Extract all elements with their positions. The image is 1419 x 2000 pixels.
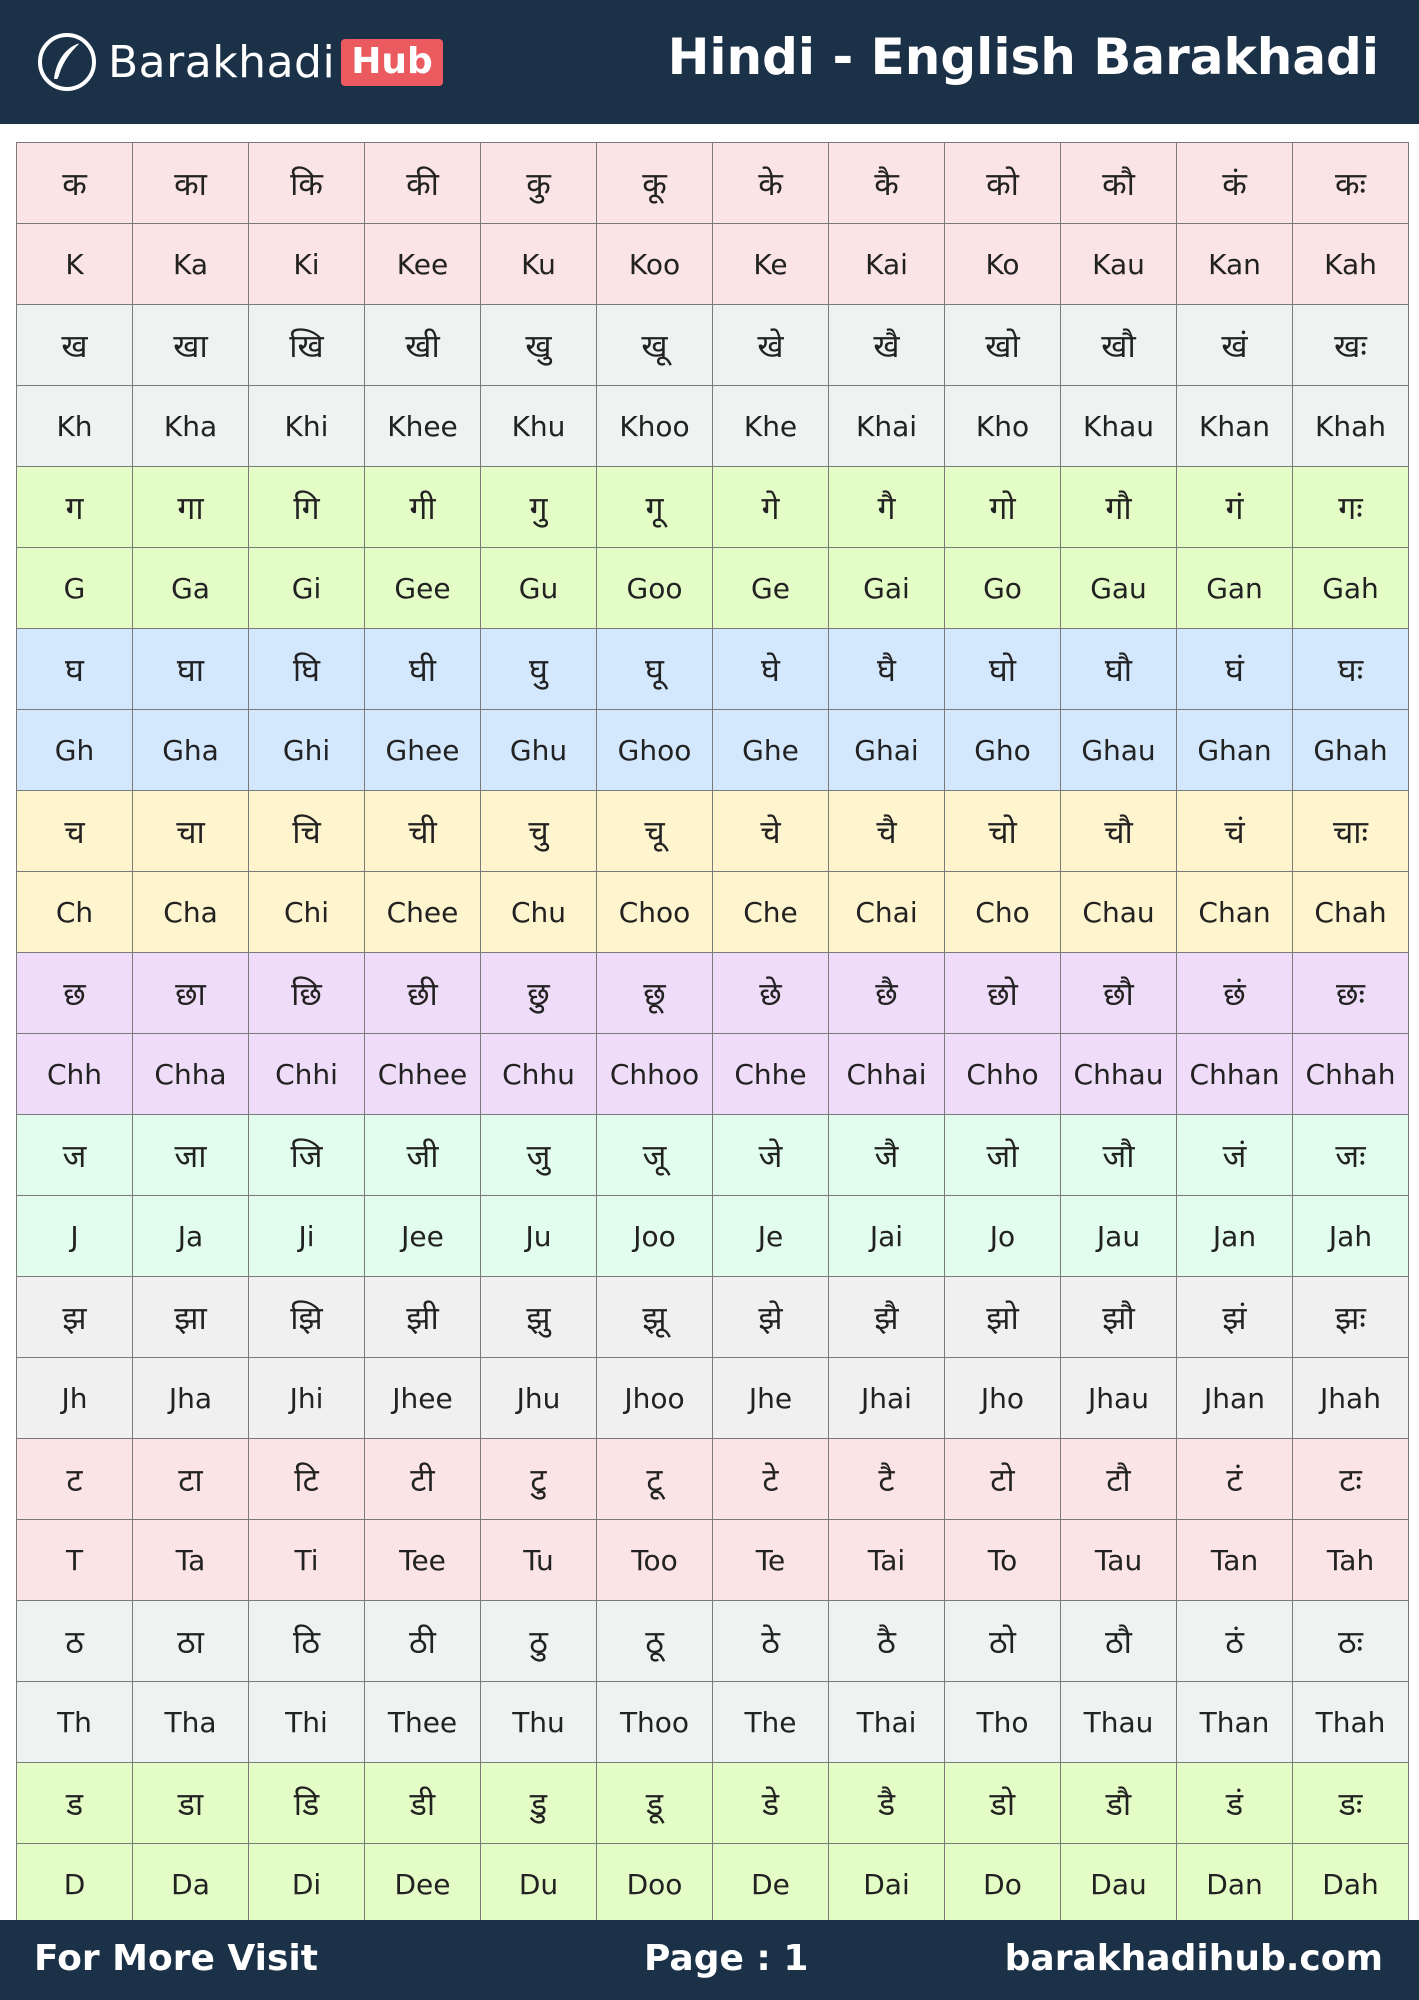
english-syllable-cell: Ki (249, 224, 365, 305)
english-syllable-cell: Da (133, 1844, 249, 1925)
english-syllable-cell: To (945, 1520, 1061, 1601)
hindi-syllable-cell: झौ (1061, 1277, 1177, 1358)
english-syllable-cell: Jhan (1177, 1358, 1293, 1439)
english-syllable-cell: Gai (829, 548, 945, 629)
english-row (17, 710, 1409, 791)
english-row (17, 548, 1409, 629)
hindi-syllable-cell: टी (365, 1439, 481, 1520)
hindi-syllable-cell: जः (1293, 1115, 1409, 1196)
english-syllable-cell: Tee (365, 1520, 481, 1601)
hindi-syllable-cell: घू (597, 629, 713, 710)
english-syllable-cell: Chhee (365, 1034, 481, 1115)
english-syllable-cell: Jhu (481, 1358, 597, 1439)
hindi-row (17, 1115, 1409, 1196)
hindi-syllable-cell: टू (597, 1439, 713, 1520)
english-syllable-cell: Chi (249, 872, 365, 953)
english-syllable-cell: Jhah (1293, 1358, 1409, 1439)
english-syllable-cell: Tai (829, 1520, 945, 1601)
english-syllable-cell: Cho (945, 872, 1061, 953)
hindi-syllable-cell: जू (597, 1115, 713, 1196)
english-syllable-cell: Go (945, 548, 1061, 629)
hindi-syllable-cell: डो (945, 1763, 1061, 1844)
english-syllable-cell: G (17, 548, 133, 629)
hindi-syllable-cell: कः (1293, 143, 1409, 224)
english-syllable-cell: Jo (945, 1196, 1061, 1277)
hindi-syllable-cell: झी (365, 1277, 481, 1358)
english-syllable-cell: Kh (17, 386, 133, 467)
hindi-syllable-cell: चो (945, 791, 1061, 872)
english-syllable-cell: Khau (1061, 386, 1177, 467)
hindi-syllable-cell: टा (133, 1439, 249, 1520)
english-syllable-cell: Ju (481, 1196, 597, 1277)
hindi-syllable-cell: घै (829, 629, 945, 710)
english-syllable-cell: Ku (481, 224, 597, 305)
hindi-syllable-cell: ठः (1293, 1601, 1409, 1682)
english-syllable-cell: Gah (1293, 548, 1409, 629)
hindi-syllable-cell: चाः (1293, 791, 1409, 872)
hindi-syllable-cell: डं (1177, 1763, 1293, 1844)
english-row (17, 1034, 1409, 1115)
hindi-syllable-cell: गी (365, 467, 481, 548)
english-syllable-cell: K (17, 224, 133, 305)
hindi-syllable-cell: छौ (1061, 953, 1177, 1034)
english-syllable-cell: Khah (1293, 386, 1409, 467)
hindi-syllable-cell: खू (597, 305, 713, 386)
english-syllable-cell: Thai (829, 1682, 945, 1763)
hindi-syllable-cell: घी (365, 629, 481, 710)
english-syllable-cell: Chhai (829, 1034, 945, 1115)
english-syllable-cell: Thau (1061, 1682, 1177, 1763)
hindi-syllable-cell: खं (1177, 305, 1293, 386)
english-syllable-cell: Kan (1177, 224, 1293, 305)
english-row (17, 1682, 1409, 1763)
hindi-syllable-cell: झे (713, 1277, 829, 1358)
hindi-syllable-cell: छो (945, 953, 1061, 1034)
english-syllable-cell: Tah (1293, 1520, 1409, 1601)
hindi-syllable-cell: कौ (1061, 143, 1177, 224)
english-syllable-cell: Gau (1061, 548, 1177, 629)
hindi-syllable-cell: झं (1177, 1277, 1293, 1358)
hindi-syllable-cell: डै (829, 1763, 945, 1844)
english-syllable-cell: Tan (1177, 1520, 1293, 1601)
english-syllable-cell: Ghan (1177, 710, 1293, 791)
hindi-syllable-cell: चि (249, 791, 365, 872)
hindi-syllable-cell: कु (481, 143, 597, 224)
hindi-syllable-cell: डी (365, 1763, 481, 1844)
hindi-syllable-cell: ठे (713, 1601, 829, 1682)
english-syllable-cell: Khai (829, 386, 945, 467)
hindi-syllable-cell: डौ (1061, 1763, 1177, 1844)
hindi-syllable-cell: झो (945, 1277, 1061, 1358)
hindi-syllable-cell: खा (133, 305, 249, 386)
feather-logo-icon (36, 31, 98, 93)
hindi-syllable-cell: चं (1177, 791, 1293, 872)
hindi-syllable-cell: ची (365, 791, 481, 872)
footer-website-link[interactable]: barakhadihub.com (1004, 1938, 1383, 1979)
hindi-syllable-cell: को (945, 143, 1061, 224)
hindi-syllable-cell: खी (365, 305, 481, 386)
english-syllable-cell: Chau (1061, 872, 1177, 953)
hindi-row (17, 629, 1409, 710)
hindi-syllable-cell: गै (829, 467, 945, 548)
english-syllable-cell: Chhah (1293, 1034, 1409, 1115)
english-syllable-cell: Ghee (365, 710, 481, 791)
logo-badge: Hub (341, 39, 443, 86)
english-syllable-cell: Ghu (481, 710, 597, 791)
hindi-syllable-cell: ठं (1177, 1601, 1293, 1682)
english-syllable-cell: Goo (597, 548, 713, 629)
hindi-syllable-cell: खि (249, 305, 365, 386)
hindi-syllable-cell: झै (829, 1277, 945, 1358)
english-syllable-cell: Ghai (829, 710, 945, 791)
hindi-syllable-cell: गा (133, 467, 249, 548)
english-syllable-cell: De (713, 1844, 829, 1925)
hindi-syllable-cell: ख (17, 305, 133, 386)
english-syllable-cell: Ti (249, 1520, 365, 1601)
english-syllable-cell: Gu (481, 548, 597, 629)
hindi-row (17, 1601, 1409, 1682)
hindi-syllable-cell: झु (481, 1277, 597, 1358)
english-syllable-cell: Dah (1293, 1844, 1409, 1925)
page-title: Hindi - English Barakhadi (667, 28, 1379, 86)
hindi-syllable-cell: जं (1177, 1115, 1293, 1196)
english-syllable-cell: Kau (1061, 224, 1177, 305)
hindi-syllable-cell: ठि (249, 1601, 365, 1682)
english-syllable-cell: Gan (1177, 548, 1293, 629)
barakhadi-table-body (17, 143, 1409, 1925)
english-row (17, 1196, 1409, 1277)
english-syllable-cell: Che (713, 872, 829, 953)
hindi-syllable-cell: घि (249, 629, 365, 710)
hindi-syllable-cell: कै (829, 143, 945, 224)
english-syllable-cell: Jau (1061, 1196, 1177, 1277)
english-syllable-cell: Gho (945, 710, 1061, 791)
hindi-syllable-cell: घा (133, 629, 249, 710)
english-syllable-cell: Gi (249, 548, 365, 629)
page-footer (0, 1920, 1419, 2000)
english-syllable-cell: Ge (713, 548, 829, 629)
english-syllable-cell: Jhee (365, 1358, 481, 1439)
hindi-syllable-cell: जि (249, 1115, 365, 1196)
logo-text: Barakhadi (108, 36, 336, 88)
english-syllable-cell: Jah (1293, 1196, 1409, 1277)
hindi-syllable-cell: घः (1293, 629, 1409, 710)
hindi-syllable-cell: छ (17, 953, 133, 1034)
page-header (0, 0, 1419, 124)
hindi-syllable-cell: झ (17, 1277, 133, 1358)
english-syllable-cell: Ji (249, 1196, 365, 1277)
english-syllable-cell: Chhan (1177, 1034, 1293, 1115)
english-syllable-cell: Gee (365, 548, 481, 629)
hindi-syllable-cell: छी (365, 953, 481, 1034)
hindi-row (17, 1277, 1409, 1358)
hindi-syllable-cell: छै (829, 953, 945, 1034)
hindi-syllable-cell: घे (713, 629, 829, 710)
english-syllable-cell: Dau (1061, 1844, 1177, 1925)
english-syllable-cell: Ghah (1293, 710, 1409, 791)
hindi-syllable-cell: घो (945, 629, 1061, 710)
english-syllable-cell: Too (597, 1520, 713, 1601)
hindi-row (17, 467, 1409, 548)
english-syllable-cell: Chhu (481, 1034, 597, 1115)
english-syllable-cell: Ka (133, 224, 249, 305)
english-syllable-cell: Doo (597, 1844, 713, 1925)
hindi-syllable-cell: टै (829, 1439, 945, 1520)
english-syllable-cell: Kee (365, 224, 481, 305)
hindi-syllable-cell: गः (1293, 467, 1409, 548)
english-syllable-cell: Te (713, 1520, 829, 1601)
english-syllable-cell: Do (945, 1844, 1061, 1925)
hindi-syllable-cell: घ (17, 629, 133, 710)
english-syllable-cell: Jhai (829, 1358, 945, 1439)
english-syllable-cell: Choo (597, 872, 713, 953)
hindi-syllable-cell: छु (481, 953, 597, 1034)
hindi-syllable-cell: टे (713, 1439, 829, 1520)
english-syllable-cell: Kai (829, 224, 945, 305)
english-syllable-cell: Ghi (249, 710, 365, 791)
english-syllable-cell: Ghoo (597, 710, 713, 791)
english-syllable-cell: Kah (1293, 224, 1409, 305)
english-syllable-cell: Khi (249, 386, 365, 467)
english-syllable-cell: Khe (713, 386, 829, 467)
english-syllable-cell: Kho (945, 386, 1061, 467)
english-syllable-cell: Jee (365, 1196, 481, 1277)
hindi-syllable-cell: गु (481, 467, 597, 548)
hindi-syllable-cell: डे (713, 1763, 829, 1844)
english-syllable-cell: Chh (17, 1034, 133, 1115)
english-syllable-cell: Jhau (1061, 1358, 1177, 1439)
hindi-syllable-cell: डः (1293, 1763, 1409, 1844)
english-syllable-cell: Chai (829, 872, 945, 953)
hindi-syllable-cell: छि (249, 953, 365, 1034)
hindi-syllable-cell: की (365, 143, 481, 224)
english-syllable-cell: Khee (365, 386, 481, 467)
english-syllable-cell: Chha (133, 1034, 249, 1115)
hindi-syllable-cell: गं (1177, 467, 1293, 548)
english-syllable-cell: Jhe (713, 1358, 829, 1439)
english-syllable-cell: Khoo (597, 386, 713, 467)
english-syllable-cell: Jhoo (597, 1358, 713, 1439)
english-syllable-cell: Ghau (1061, 710, 1177, 791)
hindi-syllable-cell: चू (597, 791, 713, 872)
english-syllable-cell: Chah (1293, 872, 1409, 953)
hindi-syllable-cell: गू (597, 467, 713, 548)
english-syllable-cell: Dan (1177, 1844, 1293, 1925)
hindi-syllable-cell: गो (945, 467, 1061, 548)
english-syllable-cell: Jho (945, 1358, 1061, 1439)
english-syllable-cell: Tu (481, 1520, 597, 1601)
hindi-syllable-cell: टौ (1061, 1439, 1177, 1520)
hindi-syllable-cell: टः (1293, 1439, 1409, 1520)
english-row (17, 1520, 1409, 1601)
hindi-syllable-cell: ग (17, 467, 133, 548)
english-syllable-cell: Chhoo (597, 1034, 713, 1115)
hindi-syllable-cell: चा (133, 791, 249, 872)
hindi-syllable-cell: ठौ (1061, 1601, 1177, 1682)
english-syllable-cell: Chhi (249, 1034, 365, 1115)
hindi-syllable-cell: चौ (1061, 791, 1177, 872)
english-syllable-cell: T (17, 1520, 133, 1601)
english-syllable-cell: Ke (713, 224, 829, 305)
hindi-syllable-cell: झू (597, 1277, 713, 1358)
english-syllable-cell: Ch (17, 872, 133, 953)
hindi-syllable-cell: कि (249, 143, 365, 224)
english-row (17, 386, 1409, 467)
hindi-syllable-cell: छे (713, 953, 829, 1034)
hindi-syllable-cell: ठा (133, 1601, 249, 1682)
barakhadi-table (16, 142, 1409, 1925)
english-syllable-cell: Khan (1177, 386, 1293, 467)
english-syllable-cell: Dai (829, 1844, 945, 1925)
english-syllable-cell: Jh (17, 1358, 133, 1439)
hindi-syllable-cell: डि (249, 1763, 365, 1844)
hindi-syllable-cell: चु (481, 791, 597, 872)
hindi-syllable-cell: कू (597, 143, 713, 224)
english-syllable-cell: Thu (481, 1682, 597, 1763)
hindi-syllable-cell: छा (133, 953, 249, 1034)
hindi-syllable-cell: घौ (1061, 629, 1177, 710)
hindi-row (17, 1439, 1409, 1520)
english-row (17, 872, 1409, 953)
hindi-syllable-cell: जो (945, 1115, 1061, 1196)
english-syllable-cell: Jai (829, 1196, 945, 1277)
hindi-syllable-cell: ठु (481, 1601, 597, 1682)
hindi-row (17, 305, 1409, 386)
english-syllable-cell: Chho (945, 1034, 1061, 1115)
english-syllable-cell: Khu (481, 386, 597, 467)
hindi-syllable-cell: जे (713, 1115, 829, 1196)
english-syllable-cell: Du (481, 1844, 597, 1925)
hindi-syllable-cell: ट (17, 1439, 133, 1520)
page-number: Page : 1 (644, 1938, 809, 1979)
hindi-syllable-cell: डू (597, 1763, 713, 1844)
english-syllable-cell: Chee (365, 872, 481, 953)
english-syllable-cell: Chan (1177, 872, 1293, 953)
hindi-syllable-cell: खे (713, 305, 829, 386)
english-syllable-cell: Koo (597, 224, 713, 305)
hindi-syllable-cell: खै (829, 305, 945, 386)
english-syllable-cell: Ja (133, 1196, 249, 1277)
hindi-row (17, 953, 1409, 1034)
hindi-syllable-cell: ठू (597, 1601, 713, 1682)
hindi-syllable-cell: घं (1177, 629, 1293, 710)
hindi-syllable-cell: चे (713, 791, 829, 872)
hindi-syllable-cell: डु (481, 1763, 597, 1844)
hindi-syllable-cell: ठ (17, 1601, 133, 1682)
hindi-syllable-cell: टु (481, 1439, 597, 1520)
hindi-syllable-cell: झा (133, 1277, 249, 1358)
hindi-syllable-cell: छं (1177, 953, 1293, 1034)
english-syllable-cell: Kha (133, 386, 249, 467)
english-syllable-cell: The (713, 1682, 829, 1763)
footer-visit-label: For More Visit (34, 1938, 318, 1979)
english-syllable-cell: Chhau (1061, 1034, 1177, 1115)
english-syllable-cell: Th (17, 1682, 133, 1763)
hindi-syllable-cell: जा (133, 1115, 249, 1196)
hindi-syllable-cell: गौ (1061, 467, 1177, 548)
hindi-syllable-cell: गे (713, 467, 829, 548)
english-syllable-cell: Jhi (249, 1358, 365, 1439)
hindi-syllable-cell: डा (133, 1763, 249, 1844)
english-syllable-cell: Tau (1061, 1520, 1177, 1601)
hindi-syllable-cell: जै (829, 1115, 945, 1196)
hindi-syllable-cell: ज (17, 1115, 133, 1196)
hindi-syllable-cell: ठी (365, 1601, 481, 1682)
hindi-syllable-cell: चै (829, 791, 945, 872)
english-syllable-cell: Chhe (713, 1034, 829, 1115)
hindi-syllable-cell: खौ (1061, 305, 1177, 386)
hindi-syllable-cell: छू (597, 953, 713, 1034)
english-syllable-cell: Ko (945, 224, 1061, 305)
english-syllable-cell: D (17, 1844, 133, 1925)
hindi-syllable-cell: खः (1293, 305, 1409, 386)
hindi-syllable-cell: टं (1177, 1439, 1293, 1520)
hindi-syllable-cell: च (17, 791, 133, 872)
english-syllable-cell: Ta (133, 1520, 249, 1601)
hindi-syllable-cell: जौ (1061, 1115, 1177, 1196)
english-syllable-cell: Tha (133, 1682, 249, 1763)
hindi-syllable-cell: खो (945, 305, 1061, 386)
english-syllable-cell: Chu (481, 872, 597, 953)
hindi-syllable-cell: कं (1177, 143, 1293, 224)
hindi-syllable-cell: गि (249, 467, 365, 548)
hindi-syllable-cell: टो (945, 1439, 1061, 1520)
english-syllable-cell: Je (713, 1196, 829, 1277)
hindi-syllable-cell: के (713, 143, 829, 224)
hindi-syllable-cell: झः (1293, 1277, 1409, 1358)
english-syllable-cell: J (17, 1196, 133, 1277)
english-syllable-cell: Ga (133, 548, 249, 629)
hindi-row (17, 143, 1409, 224)
english-syllable-cell: Thee (365, 1682, 481, 1763)
hindi-syllable-cell: का (133, 143, 249, 224)
english-syllable-cell: Thah (1293, 1682, 1409, 1763)
english-row (17, 1358, 1409, 1439)
english-syllable-cell: Than (1177, 1682, 1293, 1763)
hindi-syllable-cell: घु (481, 629, 597, 710)
english-row (17, 224, 1409, 305)
english-syllable-cell: Jha (133, 1358, 249, 1439)
english-syllable-cell: Di (249, 1844, 365, 1925)
english-syllable-cell: Jan (1177, 1196, 1293, 1277)
hindi-row (17, 1763, 1409, 1844)
brand-logo[interactable] (36, 30, 443, 94)
english-syllable-cell: Cha (133, 872, 249, 953)
english-row (17, 1844, 1409, 1925)
hindi-row (17, 791, 1409, 872)
english-syllable-cell: Ghe (713, 710, 829, 791)
english-syllable-cell: Gha (133, 710, 249, 791)
english-syllable-cell: Tho (945, 1682, 1061, 1763)
hindi-syllable-cell: ठो (945, 1601, 1061, 1682)
english-syllable-cell: Thoo (597, 1682, 713, 1763)
hindi-syllable-cell: छः (1293, 953, 1409, 1034)
hindi-syllable-cell: झि (249, 1277, 365, 1358)
hindi-syllable-cell: खु (481, 305, 597, 386)
english-syllable-cell: Gh (17, 710, 133, 791)
english-syllable-cell: Thi (249, 1682, 365, 1763)
hindi-syllable-cell: जी (365, 1115, 481, 1196)
hindi-syllable-cell: जु (481, 1115, 597, 1196)
hindi-syllable-cell: ड (17, 1763, 133, 1844)
hindi-syllable-cell: ठै (829, 1601, 945, 1682)
hindi-syllable-cell: टि (249, 1439, 365, 1520)
english-syllable-cell: Joo (597, 1196, 713, 1277)
english-syllable-cell: Dee (365, 1844, 481, 1925)
hindi-syllable-cell: क (17, 143, 133, 224)
